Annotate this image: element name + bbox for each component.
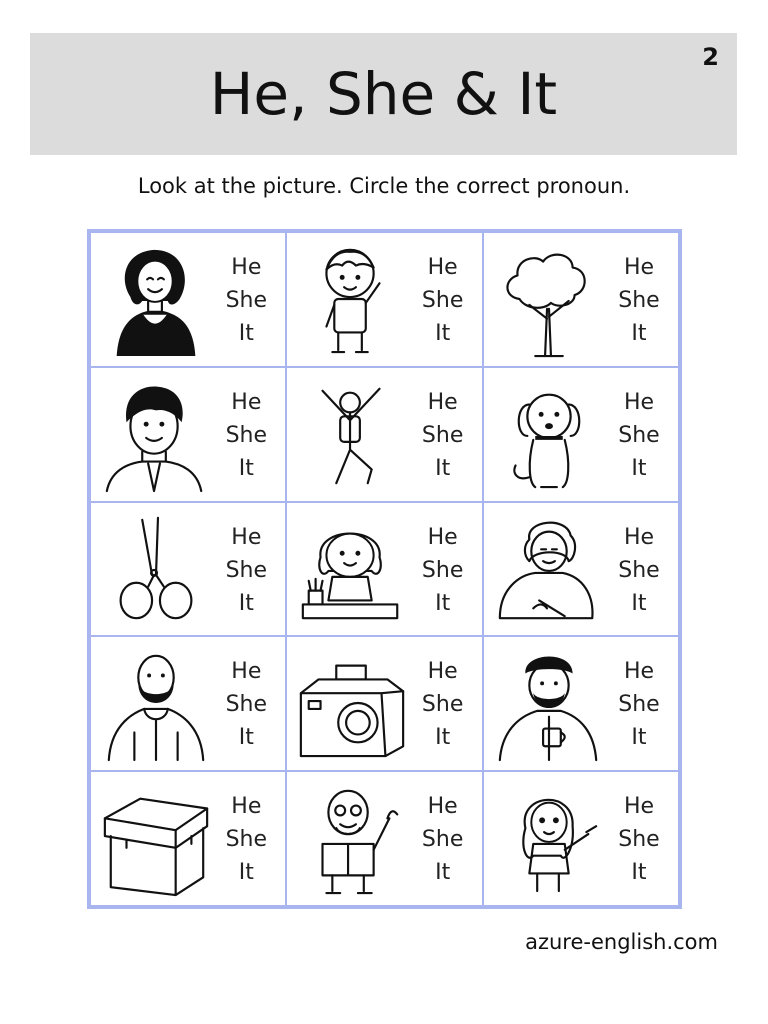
pronoun-options bbox=[213, 790, 279, 889]
pronoun-options bbox=[606, 655, 672, 754]
pronoun-option-he[interactable]: He bbox=[427, 794, 458, 820]
pronoun-option-it[interactable]: It bbox=[238, 590, 254, 616]
pronoun-options bbox=[213, 521, 279, 620]
pronoun-option-she[interactable]: She bbox=[225, 692, 268, 718]
pronoun-option-she[interactable]: She bbox=[618, 827, 660, 853]
pronoun-option-he[interactable]: He bbox=[231, 794, 262, 820]
scissors-icon bbox=[97, 509, 215, 629]
pronoun-option-it[interactable]: It bbox=[631, 725, 647, 751]
old-woman-writing-icon bbox=[490, 509, 608, 629]
dog-icon bbox=[490, 374, 608, 494]
teacher-woman-icon bbox=[490, 778, 608, 898]
worksheet-cell bbox=[90, 636, 286, 771]
pronoun-option-it[interactable]: It bbox=[238, 725, 254, 751]
pronoun-option-he[interactable]: He bbox=[623, 794, 655, 820]
pronoun-options bbox=[606, 790, 672, 889]
pronoun-option-she[interactable]: She bbox=[618, 288, 660, 313]
worksheet-cell bbox=[483, 367, 679, 502]
pronoun-option-it[interactable]: It bbox=[435, 860, 451, 886]
woman-icon bbox=[97, 239, 215, 359]
worksheet-cell bbox=[90, 771, 286, 906]
worksheet-cell bbox=[483, 232, 679, 367]
pronoun-option-it[interactable]: It bbox=[631, 860, 647, 886]
pronoun-option-she[interactable]: She bbox=[618, 692, 660, 718]
man-icon bbox=[97, 374, 215, 494]
pronoun-option-it[interactable]: It bbox=[435, 725, 451, 751]
pronoun-option-she[interactable]: She bbox=[618, 422, 660, 448]
worksheet-cell bbox=[483, 502, 679, 637]
title-banner bbox=[30, 33, 737, 155]
pronoun-option-it[interactable]: It bbox=[238, 321, 254, 346]
boy-icon bbox=[293, 239, 411, 359]
jumping-child-icon bbox=[293, 374, 411, 494]
pronoun-options bbox=[606, 386, 672, 485]
tree-icon bbox=[490, 239, 608, 359]
pronoun-option-she[interactable]: She bbox=[421, 692, 464, 718]
worksheet-cell bbox=[286, 367, 482, 502]
pronoun-option-it[interactable]: It bbox=[435, 321, 451, 346]
pronoun-option-he[interactable]: He bbox=[427, 389, 458, 415]
pronoun-option-he[interactable]: He bbox=[623, 255, 655, 280]
pronoun-option-she[interactable]: She bbox=[421, 557, 464, 583]
worksheet-cell bbox=[286, 502, 482, 637]
pronoun-options bbox=[410, 521, 476, 620]
pronoun-option-it[interactable]: It bbox=[631, 455, 647, 481]
pronoun-option-she[interactable]: She bbox=[225, 288, 268, 313]
pronoun-option-it[interactable]: It bbox=[435, 455, 451, 481]
pronoun-option-she[interactable]: She bbox=[225, 827, 268, 853]
pronoun-option-it[interactable]: It bbox=[435, 590, 451, 616]
pronoun-option-it[interactable]: It bbox=[238, 860, 254, 886]
pronoun-options bbox=[606, 251, 672, 350]
pronoun-options bbox=[410, 386, 476, 485]
pronoun-option-he[interactable]: He bbox=[231, 524, 262, 550]
worksheet-cell bbox=[90, 367, 286, 502]
pronoun-option-she[interactable]: She bbox=[618, 557, 660, 583]
page-title: He, She & It bbox=[209, 60, 558, 128]
box-icon bbox=[97, 778, 215, 898]
footer-site: azure-english.com bbox=[525, 930, 718, 954]
pronoun-options bbox=[213, 386, 279, 485]
worksheet-cell bbox=[286, 771, 482, 906]
pronoun-option-she[interactable]: She bbox=[421, 422, 464, 448]
worksheet-cell bbox=[286, 636, 482, 771]
pronoun-option-it[interactable]: It bbox=[238, 455, 254, 481]
worksheet-cell bbox=[483, 771, 679, 906]
worksheet-grid bbox=[87, 229, 682, 909]
man-with-mug-icon bbox=[490, 643, 608, 763]
pronoun-option-he[interactable]: He bbox=[231, 389, 262, 415]
girl-drawing-icon bbox=[293, 509, 411, 629]
pronoun-options bbox=[410, 655, 476, 754]
pronoun-options bbox=[606, 521, 672, 620]
pronoun-options bbox=[410, 790, 476, 889]
pronoun-options bbox=[213, 251, 279, 350]
pronoun-option-he[interactable]: He bbox=[427, 524, 458, 550]
pronoun-option-he[interactable]: He bbox=[623, 524, 655, 550]
pronoun-option-she[interactable]: She bbox=[421, 827, 464, 853]
bald-bearded-man-icon bbox=[97, 643, 215, 763]
worksheet-cell bbox=[286, 232, 482, 367]
pronoun-option-he[interactable]: He bbox=[427, 659, 458, 685]
worksheet-cell bbox=[90, 502, 286, 637]
worksheet-cell bbox=[90, 232, 286, 367]
grandpa-waving-icon bbox=[293, 778, 411, 898]
pronoun-options bbox=[213, 655, 279, 754]
pronoun-option-she[interactable]: She bbox=[225, 557, 268, 583]
pronoun-option-he[interactable]: He bbox=[427, 255, 458, 280]
pronoun-option-he[interactable]: He bbox=[623, 659, 655, 685]
pronoun-option-she[interactable]: She bbox=[421, 288, 464, 313]
pronoun-option-it[interactable]: It bbox=[631, 321, 647, 346]
camera-icon bbox=[293, 643, 411, 763]
page-number: 2 bbox=[702, 43, 719, 71]
pronoun-option-he[interactable]: He bbox=[623, 389, 655, 415]
pronoun-option-he[interactable]: He bbox=[231, 255, 262, 280]
pronoun-option-it[interactable]: It bbox=[631, 590, 647, 616]
pronoun-options bbox=[410, 251, 476, 350]
instructions: Look at the picture. Circle the correct pronoun. bbox=[137, 174, 631, 198]
pronoun-option-she[interactable]: She bbox=[225, 422, 268, 448]
pronoun-option-he[interactable]: He bbox=[231, 659, 262, 685]
worksheet-cell bbox=[483, 636, 679, 771]
